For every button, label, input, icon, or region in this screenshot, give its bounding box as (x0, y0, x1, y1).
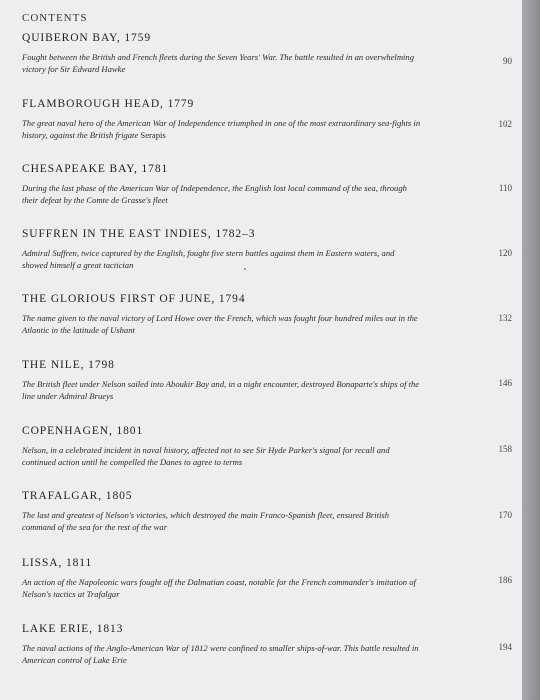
page-edge (522, 0, 540, 700)
toc-entry-quiberon-bay (22, 31, 502, 75)
toc-entry-lake-erie (22, 622, 502, 666)
contents-heading: CONTENTS (22, 12, 88, 24)
entry-description: The last and greatest of Nelson's victories, which destroyed the main Franco-Spanish fleet, ensured British command of the sea for the rest of the war (22, 510, 390, 532)
entry-title: TRAFALGAR, 1805 (22, 490, 133, 502)
toc-entry-flamborough-head (22, 97, 502, 141)
entry-page-number: 194 (498, 642, 512, 652)
entry-description: The name given to the naval victory of Lord Howe over the French, which was fought four hundred miles out in the Atlantic in the latitude of Ushant (22, 313, 418, 335)
entry-title: CHESAPEAKE BAY, 1781 (22, 163, 169, 175)
entry-page-number: 120 (498, 248, 512, 258)
entry-description: Nelson, in a celebrated incident in naval history, affected not to see Sir Hyde Parker's signal for recall and continued action until he compelled the Danes to agree to terms (22, 445, 390, 467)
entry-title: LAKE ERIE, 1813 (22, 623, 124, 635)
toc-entry-trafalgar (22, 489, 502, 533)
toc-entry-glorious-first-of-june (22, 292, 502, 336)
entry-page-number: 170 (498, 510, 512, 520)
entry-description-text: The great naval hero of the American War of Independence triumphed in one of the most extraordinary sea-fights in history, against the British frigate (22, 118, 421, 140)
entry-page-number: 90 (503, 56, 512, 66)
entry-title: THE GLORIOUS FIRST OF JUNE, 1794 (22, 293, 246, 305)
entry-description: The British fleet under Nelson sailed into Aboukir Bay and, in a night encounter, destroyed Bonaparte's ships of the line under Admiral Brueys (22, 379, 420, 401)
toc-entry-chesapeake-bay (22, 162, 502, 206)
entry-title: QUIBERON BAY, 1759 (22, 32, 151, 44)
paper-speck (244, 268, 246, 270)
entry-description: Admiral Suffren, twice captured by the English, fought five stern battles against them in Eastern waters, and showed himself a great tactician (22, 248, 395, 270)
entry-title: THE NILE, 1798 (22, 359, 115, 371)
toc-entry-copenhagen (22, 424, 502, 468)
entry-description: An action of the Napoleonic wars fought off the Dalmatian coast, notable for the French commander's imitation of Nelson's tactics at Trafalgar (22, 577, 416, 599)
entry-description: Fought between the British and French fleets during the Seven Years' War. The battle resulted in an overwhelming victory for Sir Edward Hawke (22, 52, 415, 74)
entry-title: SUFFREN IN THE EAST INDIES, 1782–3 (22, 228, 256, 240)
entry-page-number: 132 (498, 313, 512, 323)
entry-title: COPENHAGEN, 1801 (22, 425, 144, 437)
entry-title: LISSA, 1811 (22, 557, 93, 569)
entry-page-number: 102 (498, 119, 512, 129)
entry-description: The naval actions of the Anglo-American War of 1812 were confined to smaller ships-of-war. This battle resulted in American control of Lake Erie (22, 643, 419, 665)
entry-description (22, 117, 422, 141)
entry-page-number: 186 (498, 575, 512, 585)
ship-name: Serapis (140, 130, 166, 140)
toc-entry-the-nile (22, 358, 502, 402)
entry-title: FLAMBOROUGH HEAD, 1779 (22, 98, 195, 110)
entry-page-number: 158 (498, 444, 512, 454)
entry-page-number: 146 (498, 378, 512, 388)
toc-entry-lissa (22, 556, 502, 600)
toc-entry-suffren (22, 227, 502, 271)
entry-description: During the last phase of the American War of Independence, the English lost local command of the sea, through their defeat by the Comte de Grasse's fleet (22, 183, 407, 205)
entry-page-number: 110 (498, 183, 512, 193)
